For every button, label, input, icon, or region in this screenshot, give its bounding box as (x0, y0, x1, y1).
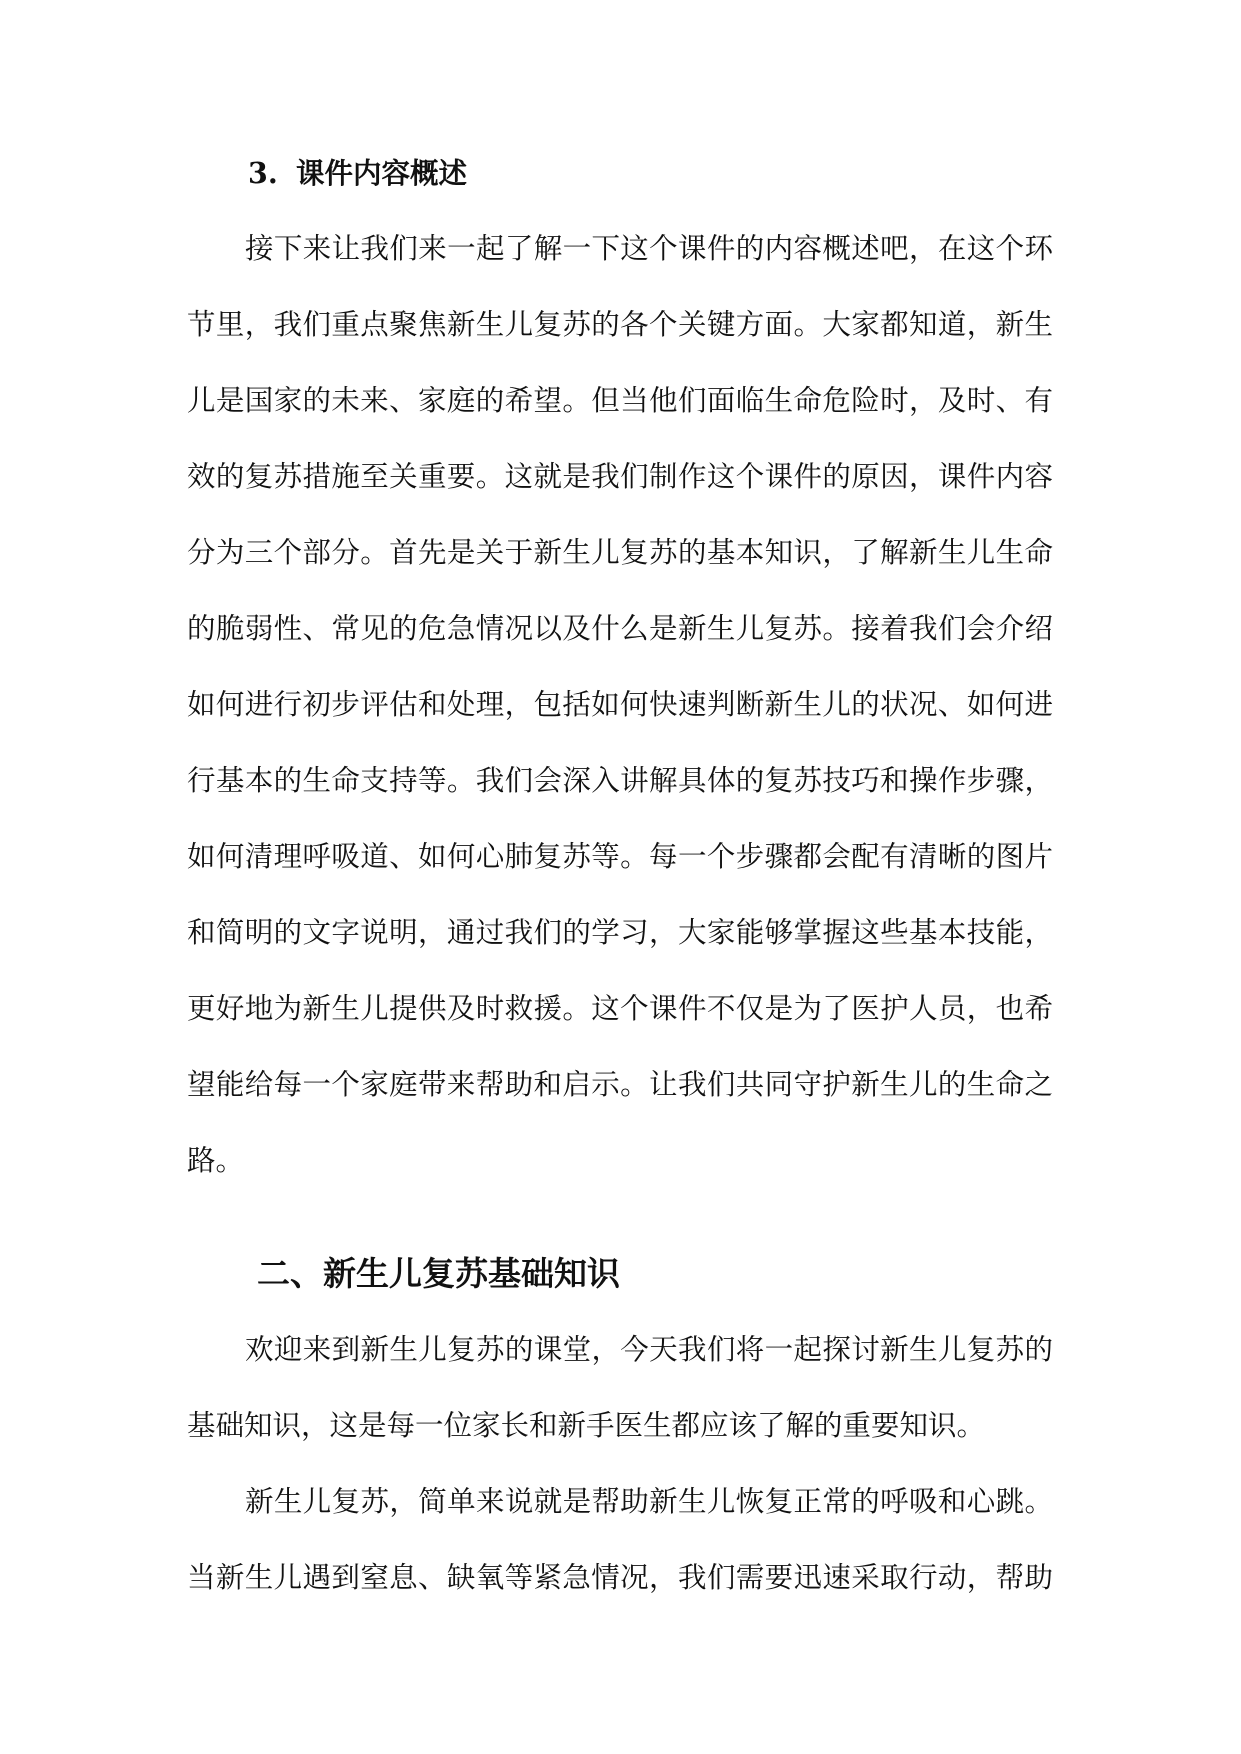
paragraph-line: 的脆弱性、常见的危急情况以及什么是新生儿复苏。接着我们会介绍 (187, 612, 1053, 645)
paragraph-line: 分为三个部分。首先是关于新生儿复苏的基本知识，了解新生儿生命 (187, 536, 1053, 569)
paragraph-line: 如何进行初步评估和处理，包括如何快速判断新生儿的状况、如何进 (187, 688, 1053, 721)
paragraph-line: 效的复苏措施至关重要。这就是我们制作这个课件的原因，课件内容 (187, 460, 1053, 493)
paragraph-line: 当新生儿遇到窒息、缺氧等紧急情况，我们需要迅速采取行动，帮助 (187, 1561, 1053, 1594)
paragraph-line: 儿是国家的未来、家庭的希望。但当他们面临生命危险时，及时、有 (187, 384, 1053, 417)
paragraph-line: 行基本的生命支持等。我们会深入讲解具体的复苏技巧和操作步骤， (187, 764, 1053, 797)
paragraph-course-overview (187, 211, 1053, 1199)
paragraph-line: 节里，我们重点聚焦新生儿复苏的各个关键方面。大家都知道，新生 (187, 308, 1053, 341)
paragraph-definition (187, 1464, 1053, 1616)
paragraph-line: 如何清理呼吸道、如何心肺复苏等。每一个步骤都会配有清晰的图片 (187, 840, 1053, 873)
subsection-number: 3. (248, 156, 278, 190)
paragraph-line: 欢迎来到新生儿复苏的课堂，今天我们将一起探讨新生儿复苏的 (245, 1333, 1053, 1366)
section-heading: 二、新生儿复苏基础知识 (257, 1254, 620, 1293)
subsection-heading (187, 135, 1053, 211)
paragraph-line: 新生儿复苏，简单来说就是帮助新生儿恢复正常的呼吸和心跳。 (245, 1485, 1053, 1518)
subsection-title: 课件内容概述 (296, 156, 468, 190)
page-content (187, 135, 1053, 1616)
paragraph-line: 和简明的文字说明，通过我们的学习，大家能够掌握这些基本技能， (187, 916, 1053, 949)
paragraph-line: 更好地为新生儿提供及时救援。这个课件不仅是为了医护人员，也希 (187, 992, 1053, 1025)
paragraph-welcome (187, 1312, 1053, 1464)
paragraph-line: 路。 (187, 1144, 245, 1177)
paragraph-line: 望能给每一个家庭带来帮助和启示。让我们共同守护新生儿的生命之 (187, 1068, 1053, 1101)
paragraph-line: 接下来让我们来一起了解一下这个课件的内容概述吧，在这个环 (245, 232, 1053, 265)
paragraph-line: 基础知识，这是每一位家长和新手医生都应该了解的重要知识。 (187, 1409, 986, 1442)
